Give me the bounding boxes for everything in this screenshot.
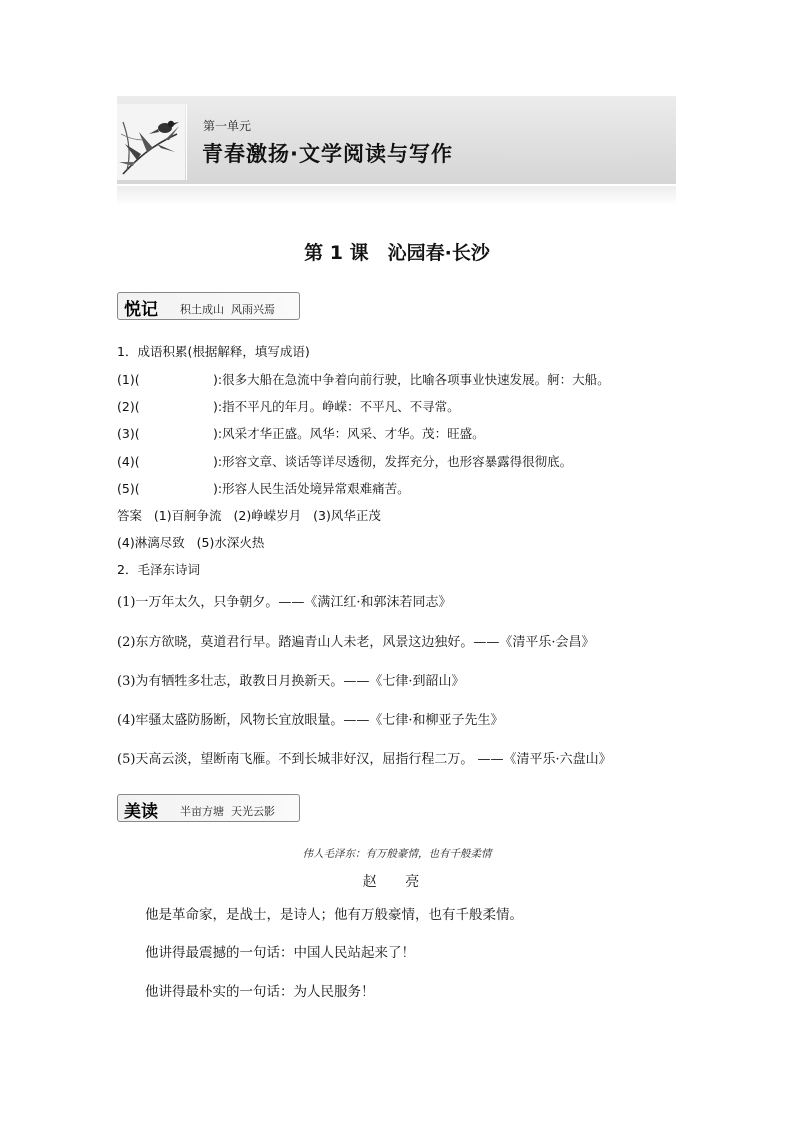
answer-line: (4)淋漓尽致 (5)水深火热 (117, 535, 265, 550)
section-tag-main: 悦记 (124, 300, 158, 320)
unit-label: 第一单元 (203, 119, 252, 133)
poem-line: (3)为有牺牲多壮志，敢教日月换新天。——《七律·到韶山》 (117, 674, 465, 689)
section-tag-sub: 半亩方塘 天光云影 (180, 805, 275, 818)
poem-line: (5)天高云淡，望断南飞雁。不到长城非好汉，屈指行程二万。 ——《清平乐·六盘山》 (117, 752, 612, 767)
idiom-item (117, 452, 572, 470)
article-paragraph: 他讲得最震撼的一句话：中国人民站起来了！ (145, 945, 415, 961)
answer-line: 答案 (1)百舸争流 (2)峥嵘岁月 (3)风华正茂 (117, 508, 381, 523)
idiom-item-number: (2)( (117, 399, 140, 414)
idiom-item-text: ):风采才华正盛。风华：风采、才华。茂：旺盛。 (213, 426, 485, 441)
idiom-item (117, 479, 410, 497)
idiom-item (117, 370, 610, 388)
section-tag-yueji (117, 292, 300, 320)
idiom-item-text: ):形容人民生活处境异常艰难痛苦。 (213, 481, 410, 496)
article-author: 赵 亮 (362, 874, 432, 890)
idiom-item-text: ):很多大船在急流中争着向前行驶，比喻各项事业快速发展。舸：大船。 (213, 372, 610, 387)
poem-line: (4)牢骚太盛防肠断，风物长宜放眼量。——《七律·和柳亚子先生》 (117, 713, 504, 728)
idiom-item-number: (5)( (117, 481, 140, 496)
idiom-item-text: ):形容文章、谈话等详尽透彻，发挥充分，也形容暴露得很彻底。 (213, 454, 573, 469)
article-title: 伟人毛泽东：有万般豪情，也有千般柔情 (302, 848, 492, 860)
bird-bamboo-illustration-icon (117, 104, 185, 180)
poem-line: (1)一万年太久，只争朝夕。——《满江红·和郭沫若同志》 (117, 595, 452, 610)
idiom-item-text: ):指不平凡的年月。峥嵘：不平凡、不寻常。 (213, 399, 460, 414)
section-tag-meidu (117, 794, 300, 822)
idiom-item (117, 397, 460, 415)
section-tag-sub: 积土成山 风雨兴焉 (180, 303, 275, 316)
idiom-heading: 1．成语积累(根据解释，填写成语) (117, 344, 310, 359)
banner-shadow (117, 186, 676, 206)
article-paragraph: 他讲得最朴实的一句话：为人民服务！ (145, 984, 375, 1000)
poetry-heading: 2．毛泽东诗词 (117, 562, 200, 577)
poem-line: (2)东方欲晓，莫道君行早。踏遍青山人未老，风景这边独好。——《清平乐·会昌》 (117, 635, 595, 650)
lesson-title: 第 1 课 沁园春·长沙 (304, 242, 490, 264)
idiom-item-number: (3)( (117, 426, 140, 441)
idiom-item (117, 424, 485, 442)
article-paragraph: 他是革命家，是战士，是诗人；他有万般豪情，也有千般柔情。 (145, 907, 523, 923)
idiom-item-number: (4)( (117, 454, 140, 469)
idiom-item-number: (1)( (117, 372, 140, 387)
banner-divider (186, 104, 187, 180)
unit-title: 青春激扬·文学阅读与写作 (202, 142, 453, 166)
section-tag-main: 美读 (124, 802, 158, 822)
